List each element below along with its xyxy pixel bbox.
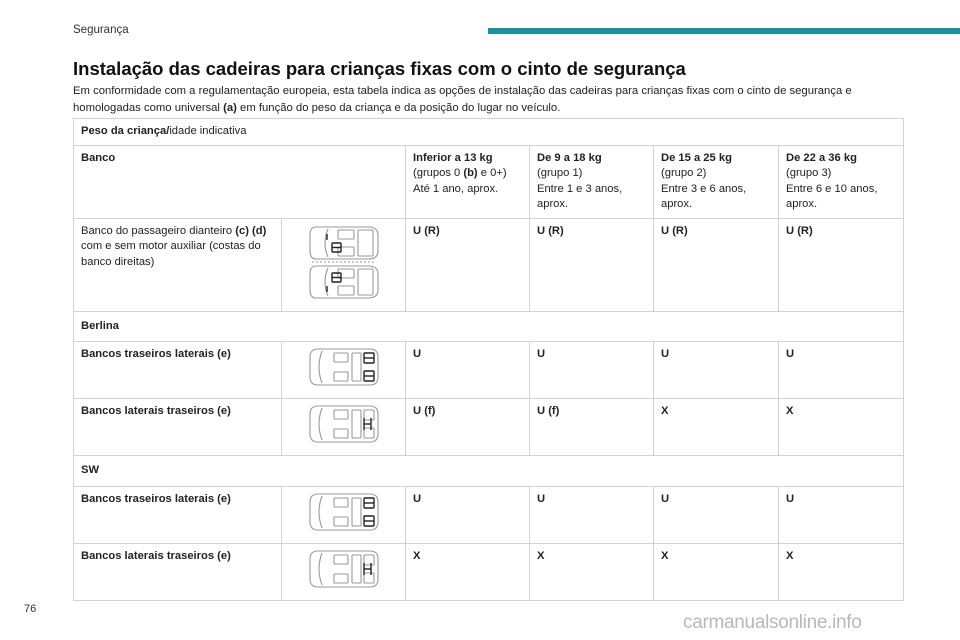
seat-header: Banco xyxy=(74,145,406,218)
seat-icon-cell xyxy=(282,543,406,600)
group-weight: De 9 a 18 kg xyxy=(537,151,602,164)
group-age: Entre 6 e 10 anos, aprox. xyxy=(786,182,878,210)
intro-paragraph xyxy=(73,83,893,117)
intro-ref: (a) xyxy=(223,102,237,114)
front-seat-label-post: com e sem motor auxiliar (costas do banco direitas) xyxy=(81,240,261,268)
group-age: Até 1 ano, aprox. xyxy=(413,182,499,195)
seat-icon-cell xyxy=(282,486,406,543)
front-seat-icon-cell xyxy=(282,218,406,311)
group-label: (grupo 3) xyxy=(786,167,832,179)
section-label-berlina: Berlina xyxy=(74,311,904,342)
weight-header-bold: Peso da criança/ xyxy=(81,125,170,137)
intro-text-1: Em conformidade com a regulamentação europeia, esta tabela indica as opções de instalação das cadeiras para crianças fixas com o cinto de segurança e homologadas como universal xyxy=(73,85,852,114)
group-age: Entre 1 e 3 anos, aprox. xyxy=(537,182,623,210)
front-seat-label-text: Banco do passageiro dianteiro xyxy=(81,224,236,237)
seat-position-label: Bancos laterais traseiros (e) xyxy=(74,543,282,600)
car-rear-side-seats-icon xyxy=(308,491,380,533)
seat-value: U (f) xyxy=(530,399,654,456)
seat-value: U xyxy=(779,486,904,543)
seat-value: U xyxy=(654,342,779,399)
group-label: (grupo 1) xyxy=(537,167,583,179)
group-label: (grupos 0 xyxy=(413,167,464,179)
seat-value: X xyxy=(530,543,654,600)
seat-icon-cell xyxy=(282,399,406,456)
child-seat-table xyxy=(73,118,904,601)
group-weight: De 15 a 25 kg xyxy=(661,151,732,164)
group-header-row xyxy=(74,145,904,218)
table-row xyxy=(74,342,904,399)
seat-value: X xyxy=(779,543,904,600)
table-row xyxy=(74,399,904,456)
group-weight: De 22 a 36 kg xyxy=(786,151,857,164)
front-seat-value: U (R) xyxy=(530,218,654,311)
weight-header-rest: idade indicativa xyxy=(169,125,247,137)
seat-position-label: Bancos traseiros laterais (e) xyxy=(74,486,282,543)
front-seat-refs: (c) (d) xyxy=(235,224,267,237)
front-seat-row xyxy=(74,218,904,311)
front-seat-label xyxy=(74,218,282,311)
seat-value: X xyxy=(654,543,779,600)
group-weight: Inferior a 13 kg xyxy=(413,151,493,164)
page-number: 76 xyxy=(24,603,37,615)
seat-position-label: Bancos laterais traseiros (e) xyxy=(74,399,282,456)
weight-header-row xyxy=(74,119,904,146)
group-header-cell xyxy=(654,145,779,218)
car-front-passenger-icon xyxy=(308,223,380,303)
seat-value: U xyxy=(779,342,904,399)
seat-value: U xyxy=(654,486,779,543)
seat-value: U (f) xyxy=(406,399,530,456)
group-header-cell xyxy=(530,145,654,218)
seat-value: U xyxy=(530,486,654,543)
car-rear-center-seat-icon xyxy=(308,403,380,445)
front-seat-value: U (R) xyxy=(654,218,779,311)
group-header-cell xyxy=(406,145,530,218)
table-row xyxy=(74,543,904,600)
front-seat-value: U (R) xyxy=(779,218,904,311)
group-header-cell xyxy=(779,145,904,218)
section-row-sw xyxy=(74,456,904,487)
group-label: (grupo 2) xyxy=(661,167,707,179)
page-title: Instalação das cadeiras para crianças fixas com o cinto de segurança xyxy=(73,58,686,79)
seat-position-label: Bancos traseiros laterais (e) xyxy=(74,342,282,399)
weight-header-cell xyxy=(74,119,904,146)
section-row-berlina xyxy=(74,311,904,342)
seat-value: U xyxy=(406,342,530,399)
section-label-sw: SW xyxy=(74,456,904,487)
section-label: Segurança xyxy=(73,24,129,36)
seat-value: U xyxy=(406,486,530,543)
table-row xyxy=(74,486,904,543)
seat-icon-cell xyxy=(282,342,406,399)
group-ref: (b) xyxy=(463,167,478,179)
seat-value: X xyxy=(406,543,530,600)
seat-value: X xyxy=(779,399,904,456)
car-rear-side-seats-icon xyxy=(308,346,380,388)
header-accent-bar xyxy=(488,28,960,34)
watermark: carmanualsonline.info xyxy=(683,612,862,633)
group-age: Entre 3 e 6 anos, aprox. xyxy=(661,182,747,210)
group-label-post: e 0+) xyxy=(477,167,507,179)
intro-text-2: em função do peso da criança e da posição do lugar no veículo. xyxy=(236,102,561,114)
seat-value: X xyxy=(654,399,779,456)
front-seat-value: U (R) xyxy=(406,218,530,311)
car-rear-center-seat-icon xyxy=(308,548,380,590)
seat-value: U xyxy=(530,342,654,399)
